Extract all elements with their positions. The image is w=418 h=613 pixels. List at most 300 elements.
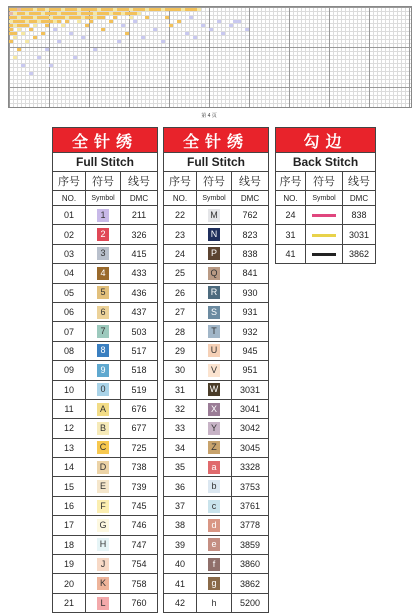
symbol-swatch: 6 (97, 306, 109, 319)
legend-no: 37 (164, 496, 197, 515)
stitch-cell (13, 36, 17, 39)
legend-dmc: 517 (121, 341, 158, 360)
symbol-swatch: d (208, 519, 220, 532)
stitch-cell (113, 16, 117, 19)
table-title-cn: 全针绣 (164, 128, 269, 153)
legend-no: 41 (276, 244, 306, 263)
legend-symbol-cell (86, 419, 121, 438)
legend-dmc: 930 (232, 283, 269, 302)
legend-no: 16 (53, 496, 86, 515)
legend-symbol-cell (197, 535, 232, 554)
legend-no: 23 (164, 225, 197, 244)
legend-symbol-cell (86, 361, 121, 380)
legend-dmc: 3045 (232, 438, 269, 457)
legend-symbol-cell (86, 341, 121, 360)
legend-dmc: 838 (343, 206, 376, 225)
legend-no: 26 (164, 283, 197, 302)
symbol-swatch: 8 (97, 344, 109, 357)
symbol-swatch: c (208, 500, 220, 513)
legend-no: 17 (53, 516, 86, 535)
legend-no: 20 (53, 574, 86, 593)
stitch-cell (53, 28, 57, 31)
stitch-cell (17, 28, 21, 31)
legend-no: 15 (53, 477, 86, 496)
legend-dmc: 841 (232, 264, 269, 283)
symbol-swatch: T (208, 325, 220, 338)
symbol-swatch: b (208, 480, 220, 493)
legend-row (164, 322, 269, 341)
line-swatch (312, 214, 336, 217)
stitch-cell (177, 20, 181, 23)
stitch-cell (165, 16, 169, 19)
legend-dmc: 932 (232, 322, 269, 341)
legend-dmc: 738 (121, 458, 158, 477)
stitch-cell (41, 32, 45, 35)
pattern-chart-grid (8, 6, 412, 108)
legend-no: 05 (53, 283, 86, 302)
legend-symbol-cell (86, 322, 121, 341)
legend-symbol-cell (197, 244, 232, 263)
legend-dmc: 951 (232, 361, 269, 380)
stitch-cell (193, 36, 197, 39)
legend-dmc: 3753 (232, 477, 269, 496)
header-symbol-en: Symbol (306, 191, 343, 206)
header-no-cn: 序号 (53, 172, 86, 191)
legend-no: 35 (164, 458, 197, 477)
legend-symbol-cell (86, 302, 121, 321)
stitch-cell (125, 32, 129, 35)
stitch-cell (209, 28, 213, 31)
legend-dmc: 326 (121, 225, 158, 244)
stitch-cell (137, 12, 141, 15)
stitch-cell (33, 24, 37, 27)
legend-no: 06 (53, 302, 86, 321)
stitch-cell (117, 40, 121, 43)
stitch-cell (245, 28, 249, 31)
line-swatch (312, 234, 336, 237)
stitch-cell (229, 24, 233, 27)
symbol-swatch: H (97, 538, 109, 551)
header-symbol-en: Symbol (86, 191, 121, 206)
symbol-swatch: 1 (97, 209, 109, 222)
legend-dmc: 760 (121, 593, 158, 612)
legend-no: 32 (164, 399, 197, 418)
table-title-en: Full Stitch (164, 153, 269, 172)
symbol-swatch: N (208, 228, 220, 241)
legend-no: 29 (164, 341, 197, 360)
stitch-cell (21, 64, 25, 67)
legend-row (53, 302, 158, 321)
legend-row (164, 361, 269, 380)
legend-dmc: 945 (232, 341, 269, 360)
legend-dmc: 931 (232, 302, 269, 321)
legend-dmc: 3328 (232, 458, 269, 477)
stitch-cell (109, 20, 113, 23)
legend-row (164, 438, 269, 457)
legend-symbol-cell (197, 302, 232, 321)
legend-row (164, 225, 269, 244)
legend-dmc: 3778 (232, 516, 269, 535)
stitch-cell (9, 40, 13, 43)
legend-symbol-cell (197, 264, 232, 283)
symbol-swatch: L (97, 597, 109, 610)
legend-dmc: 677 (121, 419, 158, 438)
legend-row (164, 555, 269, 574)
symbol-swatch: a (208, 461, 220, 474)
legend-no: 42 (164, 593, 197, 612)
legend-no: 08 (53, 341, 86, 360)
stitch-cell (69, 32, 73, 35)
legend-dmc: 3031 (232, 380, 269, 399)
legend-no: 03 (53, 244, 86, 263)
legend-symbol-cell (86, 399, 121, 418)
symbol-swatch: K (97, 577, 109, 590)
stitch-cell (101, 16, 105, 19)
symbol-swatch: Q (208, 267, 220, 280)
legend-row (53, 516, 158, 535)
legend-dmc: 3031 (343, 225, 376, 244)
legend-no: 01 (53, 206, 86, 225)
legend-dmc: 746 (121, 516, 158, 535)
header-dmc-cn: 线号 (232, 172, 269, 191)
stitch-cell (201, 24, 205, 27)
header-no-en: NO. (164, 191, 197, 206)
legend-symbol-cell (86, 283, 121, 302)
symbol-swatch: U (208, 344, 220, 357)
legend-no: 24 (164, 244, 197, 263)
legend-row (164, 535, 269, 554)
stitch-cell (133, 20, 137, 23)
legend-row (53, 438, 158, 457)
legend-symbol-cell (197, 361, 232, 380)
legend-dmc: 3761 (232, 496, 269, 515)
header-dmc-cn: 线号 (343, 172, 376, 191)
legend-dmc: 3042 (232, 419, 269, 438)
legend-dmc: 739 (121, 477, 158, 496)
legend-row (53, 206, 158, 225)
legend-dmc: 503 (121, 322, 158, 341)
symbol-swatch: G (97, 519, 109, 532)
legend-row (53, 361, 158, 380)
stitch-cell (81, 36, 85, 39)
stitch-cell (141, 36, 145, 39)
legend-line-cell (306, 206, 343, 225)
stitch-cell (49, 64, 53, 67)
back-stitch-table (275, 127, 376, 264)
legend-dmc: 838 (232, 244, 269, 263)
legend-dmc: 519 (121, 380, 158, 399)
symbol-swatch: P (208, 247, 220, 260)
legend-dmc: 211 (121, 206, 158, 225)
legend-row (276, 225, 376, 244)
legend-dmc: 3862 (343, 244, 376, 263)
stitch-cell (25, 24, 29, 27)
legend-no: 30 (164, 361, 197, 380)
legend-symbol-cell (197, 516, 232, 535)
legend-no: 39 (164, 535, 197, 554)
header-no-en: NO. (53, 191, 86, 206)
legend-no: 02 (53, 225, 86, 244)
stitch-cell (29, 28, 33, 31)
symbol-swatch: B (97, 422, 109, 435)
legend-row (164, 264, 269, 283)
legend-dmc: 745 (121, 496, 158, 515)
stitch-cell (29, 72, 33, 75)
table-title-cn: 全针绣 (53, 128, 158, 153)
legend-dmc: 433 (121, 264, 158, 283)
legend-dmc: 3859 (232, 535, 269, 554)
symbol-swatch: 4 (97, 267, 109, 280)
legend-symbol-cell (86, 516, 121, 535)
table-title-en: Back Stitch (276, 153, 376, 172)
stitch-cell (45, 24, 49, 27)
legend-no: 25 (164, 264, 197, 283)
stitch-cell (169, 24, 173, 27)
stitch-cell (101, 28, 105, 31)
legend-row (164, 458, 269, 477)
legend-row (53, 244, 158, 263)
symbol-swatch: D (97, 461, 109, 474)
header-symbol-en: Symbol (197, 191, 232, 206)
legend-symbol-cell (197, 438, 232, 457)
stitch-cell (33, 36, 37, 39)
legend-no: 33 (164, 419, 197, 438)
legend-symbol-cell (197, 555, 232, 574)
legend-no: 09 (53, 361, 86, 380)
stitch-cell (45, 48, 49, 51)
legend-symbol-cell (197, 574, 232, 593)
stitch-cell (85, 24, 89, 27)
header-no-cn: 序号 (164, 172, 197, 191)
symbol-swatch: e (208, 538, 220, 551)
legend-row (53, 496, 158, 515)
legend-dmc: 754 (121, 555, 158, 574)
legend-line-cell (306, 225, 343, 244)
legend-row (164, 574, 269, 593)
legend-row (164, 206, 269, 225)
legend-symbol-cell (197, 593, 232, 612)
stitch-cell (77, 20, 81, 23)
stitch-cell (145, 16, 149, 19)
legend-row (53, 225, 158, 244)
legend-dmc: 415 (121, 244, 158, 263)
stitch-cell (57, 40, 61, 43)
legend-no: 10 (53, 380, 86, 399)
stitch-cell (65, 20, 69, 23)
legend-no: 36 (164, 477, 197, 496)
legend-dmc: 436 (121, 283, 158, 302)
symbol-swatch: 2 (97, 228, 109, 241)
stitch-cell (13, 32, 17, 35)
symbol-swatch: X (208, 403, 220, 416)
symbol-swatch: g (208, 577, 220, 590)
legend-symbol-cell (197, 399, 232, 418)
legend-symbol-cell (86, 380, 121, 399)
legend-no: 04 (53, 264, 86, 283)
legend-symbol-cell (86, 438, 121, 457)
legend-row (53, 593, 158, 612)
symbol-swatch: S (208, 306, 220, 319)
legend-row (53, 341, 158, 360)
legend-symbol-cell (197, 380, 232, 399)
full-stitch-table-2 (163, 127, 269, 613)
legend-symbol-cell (197, 322, 232, 341)
legend-row (164, 380, 269, 399)
stitch-cell (21, 32, 25, 35)
symbol-swatch: E (97, 480, 109, 493)
legend-row (53, 399, 158, 418)
stitch-cell (161, 40, 165, 43)
legend-symbol-cell (86, 264, 121, 283)
legend-row (53, 477, 158, 496)
stitch-cell (121, 24, 125, 27)
symbol-swatch: 5 (97, 286, 109, 299)
legend-row (53, 322, 158, 341)
legend-no: 24 (276, 206, 306, 225)
stitch-cell (17, 48, 21, 51)
legend-dmc: 747 (121, 535, 158, 554)
legend-row (164, 244, 269, 263)
stitch-cell (61, 24, 65, 27)
symbol-swatch: W (209, 384, 219, 395)
legend-symbol-cell (86, 535, 121, 554)
stitch-cell (37, 56, 41, 59)
symbol-swatch: A (97, 403, 109, 416)
symbol-swatch: Y (208, 422, 220, 435)
legend-symbol-cell (197, 477, 232, 496)
legend-dmc: 3862 (232, 574, 269, 593)
legend-symbol-cell (197, 341, 232, 360)
legend-symbol-cell (197, 206, 232, 225)
legend-no: 40 (164, 555, 197, 574)
stitch-cell (57, 20, 61, 23)
full-stitch-table-1 (52, 127, 158, 613)
page-label: 第 4 页 (201, 113, 217, 119)
legend-dmc: 823 (232, 225, 269, 244)
legend-symbol-cell (86, 574, 121, 593)
symbol-swatch: f (208, 558, 220, 571)
symbol-swatch: 9 (97, 364, 109, 377)
legend-dmc: 518 (121, 361, 158, 380)
stitch-cell (89, 20, 93, 23)
legend-symbol-cell (86, 555, 121, 574)
legend-no: 13 (53, 438, 86, 457)
legend-row (53, 535, 158, 554)
stitch-cell (185, 32, 189, 35)
header-symbol-cn: 符号 (197, 172, 232, 191)
legend-no: 12 (53, 419, 86, 438)
legend-row (276, 206, 376, 225)
legend-symbol-cell (197, 419, 232, 438)
legend-dmc: 437 (121, 302, 158, 321)
legend-row (164, 593, 269, 612)
legend-row (53, 264, 158, 283)
legend-line-cell (306, 244, 343, 263)
legend-row (164, 399, 269, 418)
legend-no: 34 (164, 438, 197, 457)
header-no-cn: 序号 (276, 172, 306, 191)
legend-row (164, 516, 269, 535)
symbol-swatch: C (97, 441, 109, 454)
legend-row (164, 496, 269, 515)
header-no-en: NO. (276, 191, 306, 206)
legend-row (164, 419, 269, 438)
header-dmc-en: DMC (343, 191, 376, 206)
legend-dmc: 3041 (232, 399, 269, 418)
legend-dmc: 725 (121, 438, 158, 457)
legend-no: 41 (164, 574, 197, 593)
stitch-cell (217, 20, 221, 23)
legend-dmc: 5200 (232, 593, 269, 612)
header-dmc-en: DMC (121, 191, 158, 206)
legend-no: 22 (164, 206, 197, 225)
symbol-swatch: F (97, 500, 109, 513)
symbol-swatch: V (208, 364, 220, 377)
legend-symbol-cell (86, 244, 121, 263)
stitch-cell (13, 56, 17, 59)
stitch-cell (189, 16, 193, 19)
legend-no: 18 (53, 535, 86, 554)
stitch-cell (93, 48, 97, 51)
legend-symbol-cell (197, 283, 232, 302)
header-dmc-en: DMC (232, 191, 269, 206)
symbol-swatch: h (208, 597, 220, 610)
legend-no: 11 (53, 399, 86, 418)
legend-symbol-cell (197, 225, 232, 244)
legend-no: 19 (53, 555, 86, 574)
legend-dmc: 762 (232, 206, 269, 225)
legend-row (53, 419, 158, 438)
symbol-swatch: 7 (97, 325, 109, 338)
legend-symbol-cell (86, 496, 121, 515)
legend-symbol-cell (86, 458, 121, 477)
legend-no: 38 (164, 516, 197, 535)
stitch-cell (73, 56, 77, 59)
legend-row (53, 283, 158, 302)
legend-row (276, 244, 376, 263)
legend-symbol-cell (86, 593, 121, 612)
stitch-cell (9, 28, 13, 31)
legend-symbol-cell (197, 458, 232, 477)
legend-row (53, 574, 158, 593)
stitch-cell (197, 8, 201, 11)
header-dmc-cn: 线号 (121, 172, 158, 191)
stitch-cell (25, 40, 29, 43)
line-swatch (312, 253, 336, 256)
legend-row (164, 341, 269, 360)
stitch-cell (129, 16, 133, 19)
symbol-swatch: R (208, 286, 220, 299)
legend-row (53, 380, 158, 399)
legend-no: 14 (53, 458, 86, 477)
legend-no: 31 (276, 225, 306, 244)
legend-dmc: 3860 (232, 555, 269, 574)
symbol-swatch: M (208, 209, 220, 222)
legend-no: 28 (164, 322, 197, 341)
symbol-swatch: 0 (97, 383, 109, 396)
legend-row (164, 283, 269, 302)
legend-no: 27 (164, 302, 197, 321)
legend-symbol-cell (197, 496, 232, 515)
legend-symbol-cell (86, 225, 121, 244)
symbol-swatch: J (97, 558, 109, 571)
legend-symbol-cell (86, 206, 121, 225)
symbol-swatch: 3 (97, 247, 109, 260)
legend-no: 21 (53, 593, 86, 612)
stitch-cell (237, 20, 241, 23)
legend-dmc: 676 (121, 399, 158, 418)
table-title-cn: 勾边 (276, 128, 376, 153)
